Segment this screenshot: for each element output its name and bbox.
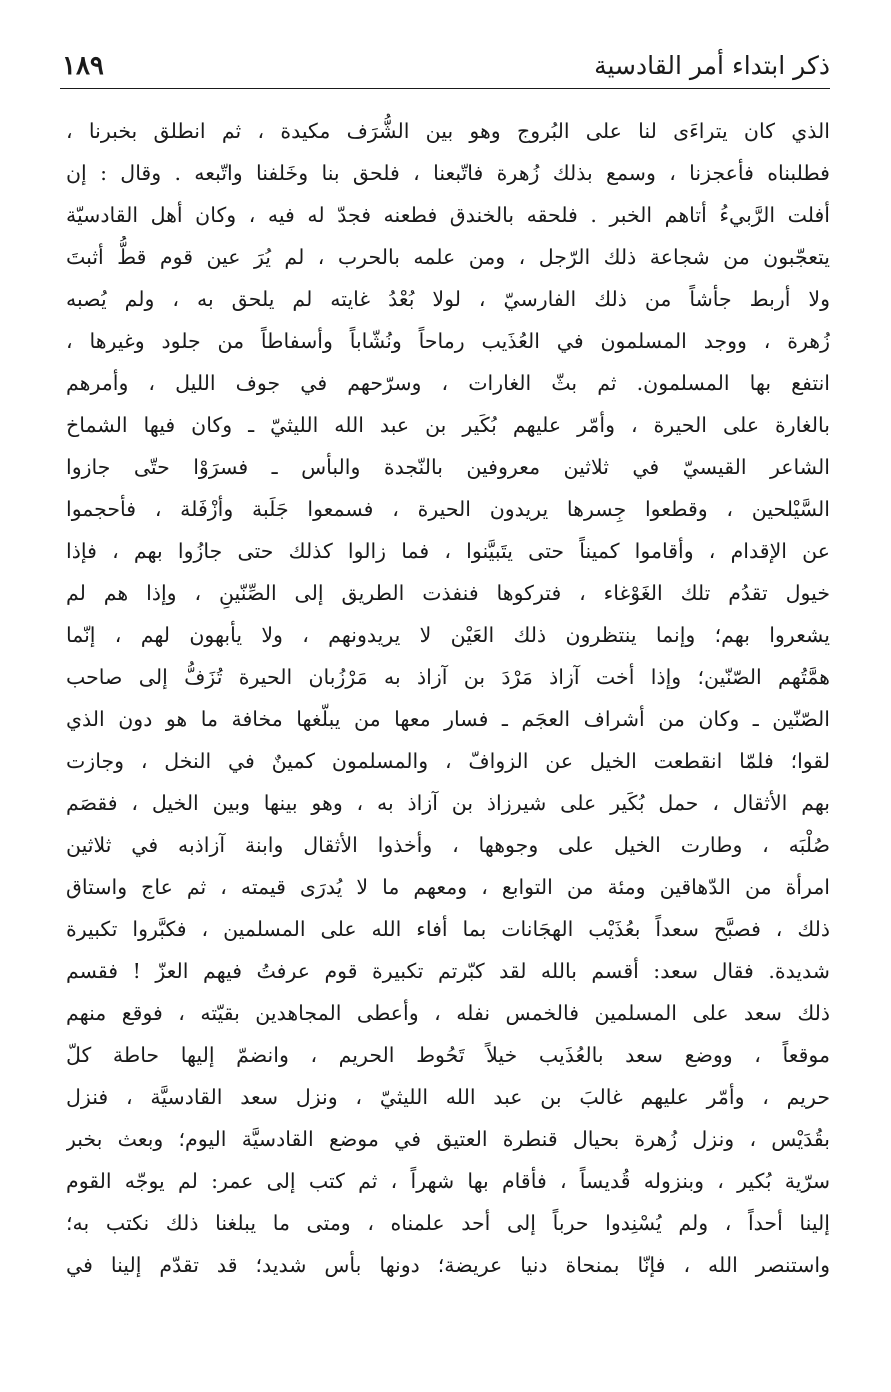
text-line: أفلت الرَّبيءُ أتاهم الخبر . فلحقه بالخندق فطعنه فجدّ له فيه ، وكان أهل القادسيّة [66, 203, 830, 227]
header-divider [60, 88, 830, 89]
text-line: ذلك ، فصبَّح سعداً بعُذَيْب الهجَانات بما أفاء الله على المسلمين ، فكبَّروا تكبيرة [66, 917, 830, 941]
page-number: ١٨٩ [62, 51, 104, 81]
text-line: الشاعر القيسيّ في ثلاثين معروفين بالنّجدة والبأس ـ فسرَوْا حتّى جازوا [66, 455, 830, 479]
text-line: الذي كان يتراءَى لنا على البُروج وهو بين الشُّرَف مكيدة ، ثم انطلق بخبرنا ، [66, 119, 830, 143]
text-line: يشعروا بهم؛ وإنما ينتظرون ذلك العَيْن لا يريدونهم ، ولا يأبهون لهم ، إنّما [66, 623, 830, 647]
text-line: بقُدَيْس ، ونزل زُهرة بحيال قنطرة العتيق في موضع القادسيَّة اليوم؛ وبعث بخبر [66, 1127, 830, 1151]
text-line: صُلْبَه ، وطارت الخيل على وجوهها ، وأخذوا الأثقال وابنة آزاذبه في ثلاثين [66, 833, 830, 857]
text-line: خيول تقدُم تلك الغَوْغاء ، فتركوها فنفذت الطريق إلى الصِّنّينِ ، وإذا هم لم [66, 581, 830, 605]
text-line: بهم الأثقال ، حمل بُكَير على شيرزاذ بن آزاذ به ، وهو بينها وبين الخيل ، فقصَم [66, 791, 830, 815]
text-line: موقعاً ، ووضع سعد بالعُذَيب خيلاً تَحُوط الحريم ، وانضمّ إليها حاطة كلّ [66, 1043, 830, 1067]
body-text [66, 110, 830, 1286]
text-line: واستنصر الله ، فإنّا بمنحاة دنيا عريضة؛ دونها بأس شديد؛ قد تقدّم إلينا في [66, 1253, 830, 1277]
text-line: امرأة من الدّهاقين ومئة من التوابع ، ومعهم ما لا يُدرَى قيمته ، ثم عاج واستاق [66, 875, 830, 899]
text-line: يتعجّبون من شجاعة ذلك الرّجل ، ومن علمه بالحرب ، لم يُرَ عين قوم قطُّ أثبتَ [66, 245, 830, 269]
text-line: فطلبناه فأعجزنا ، وسمع بذلك زُهرة فاتّبعنا ، فلحق بنا وخَلفنا واتّبعه . وقال : إن [66, 161, 830, 185]
text-line: حريم ، وأمّر عليهم غالبَ بن عبد الله الليثيّ ، ونزل سعد القادسيَّة ، فنزل [66, 1085, 830, 1109]
text-line: ولا أربط جأشاً من ذلك الفارسيّ ، لولا بُعْدُ غايته لم يلحق به ، ولم يُصبه [66, 287, 830, 311]
text-line: إلينا أحداً ، ولم يُسْنِدوا حرباً إلى أحد علمناه ، ومتى ما يبلغنا ذلك نكتب به؛ [66, 1211, 830, 1235]
text-line: شديدة. فقال سعد: أقسم بالله لقد كبّرتم تكبيرة قوم عرفتُ فيهم العزّ ! فقسم [66, 959, 830, 983]
text-line: انتفع بها المسلمون. ثم بثّ الغارات ، وسرّحهم في جوف الليل ، وأمرهم [66, 371, 830, 395]
text-line: الصّنّين ـ وكان من أشراف العجَم ـ فسار معها من يبلّغها مخافة ما هو دون الذي [66, 707, 830, 731]
text-line: بالغارة على الحيرة ، وأمّر عليهم بُكَير بن عبد الله الليثيّ ـ وكان فيها الشماخ [66, 413, 830, 437]
running-title: ذكر ابتداء أمر القادسية [594, 51, 830, 80]
text-line: عن الإقدام ، وأقاموا كميناً حتى يتَبيَّنوا ، فما زالوا كذلك حتى جازُوا بهم ، فإذا [66, 539, 830, 563]
text-line: همَّتُهم الصّنّين؛ وإذا أخت آزاذ مَرْدَ بن آزاذ به مَرْزُبان الحيرة تُزَفُّ إلى صاحب [66, 665, 830, 689]
text-line: ذلك سعد على المسلمين فالخمس نفله ، وأعطى المجاهدين بقيّته ، فوقع منهم [66, 1001, 830, 1025]
text-line: السَّيْلحين ، وقطعوا جِسرها يريدون الحيرة ، فسمعوا جَلَبة وأزْفَلة ، فأحجموا [66, 497, 830, 521]
text-line: سرّية بُكير ، وبنزوله قُديساً ، فأقام بها شهراً ، ثم كتب إلى عمر: لم يوجّه القوم [66, 1169, 830, 1193]
running-header [62, 46, 830, 86]
text-line: زُهرة ، ووجد المسلمون في العُذَيب رماحاً ونُشّاباً وأسفاطاً من جلود وغيرها ، [66, 329, 830, 353]
text-line: لقوا؛ فلمّا انقطعت الخيل عن الزوافّ ، والمسلمون كمينٌ في النخل ، وجازت [66, 749, 830, 773]
